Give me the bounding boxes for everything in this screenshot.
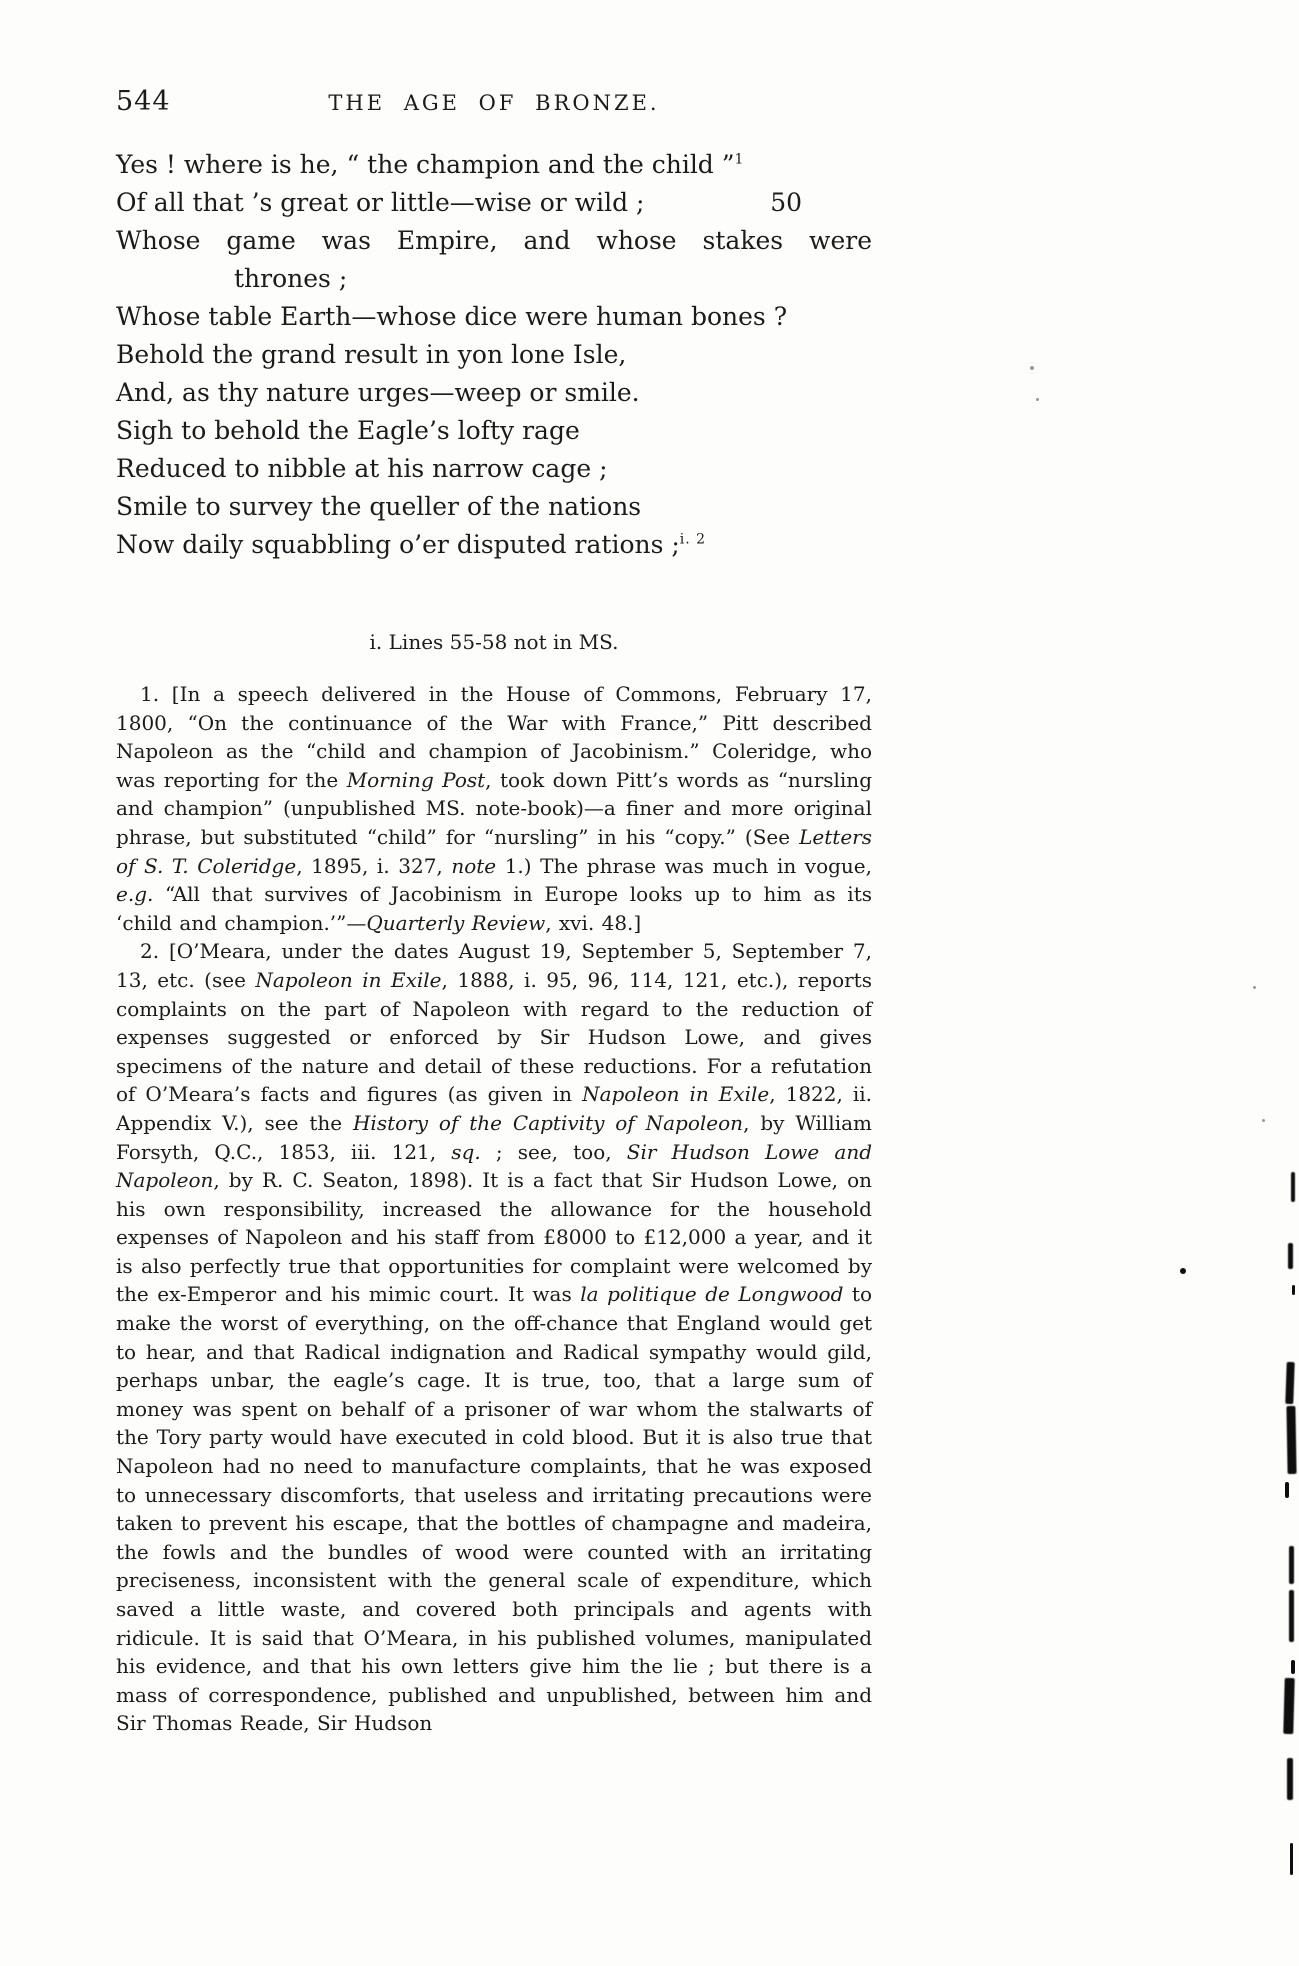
poem-line-text: Sigh to behold the Eagle’s lofty rage (116, 416, 580, 445)
poem-line-text: Whose game was Empire, and whose stakes were (116, 226, 872, 255)
ink-smudge (1283, 1678, 1294, 1734)
footnote-text: to make the worst of everything, on the off-chance that England would get to hear, and that Radical indignation and Radical sympathy would gild, perhaps unbar, the eagle’s cage. It is true, too, that a large sum of money was spent on behalf of a prisoner of war whom the stalwarts of the Tory party would have executed in cold blood. But it is also true that Napoleon had no need to manufacture complaints, that he was exposed to unnecessary discomforts, that useless and irritating precautions were taken to prevent his escape, that the bottles of champagne and madeira, the fowls and the bundles of wood were counted with an irritating preciseness, inconsistent with the general scale of expenditure, which saved a little waste, and covered both principals and agents with ridicule. It is said that O’Meara, in his published volumes, manipulated his evidence, and that his own letters give him the lie ; but there is a mass of correspondence, published and unpublished, between him and Sir Thomas Reade, Sir Hudson (116, 1282, 872, 1736)
ink-smudge (1291, 1172, 1295, 1202)
footnote-marker: i. 2 (679, 531, 707, 548)
ink-smudge (1292, 1285, 1295, 1295)
variant-note: i. Lines 55-58 not in MS. (369, 630, 619, 654)
poem-line (116, 184, 872, 222)
footnote-italic-text: e.g. (116, 882, 154, 907)
ink-smudge (1289, 1590, 1294, 1642)
footnote-text: , xvi. 48.] (545, 910, 642, 935)
footnote-italic-text: History of the Captivity of Napoleon (352, 1110, 744, 1135)
page-number: 544 (116, 86, 171, 117)
ink-smudge (1288, 1243, 1293, 1269)
footnote-text: 1.) The phrase was much in vogue, (496, 853, 872, 878)
poem-line-text: And, as thy nature urges—weep or smile. (116, 378, 640, 407)
poem-line-text: Whose table Earth—whose dice were human bones ? (116, 302, 788, 331)
ink-smudge (1262, 1119, 1265, 1122)
footnote-italic-text: Letters of S. T. Coleridge (116, 824, 872, 878)
footnotes (116, 680, 872, 1738)
footnote-text: , 1822, ii. Appendix V.), see the (116, 1082, 872, 1135)
verse-line-number: 50 (770, 188, 802, 217)
ink-smudge (1036, 398, 1039, 401)
footnote-text: , 1888, i. 95, 96, 114, 121, etc.), reports complaints on the part of Napoleon with regard to the reduction of expenses suggested or enforced by Sir Hudson Lowe, and gives specimens of the nature and detail of these reductions. For a refutation of O’Meara’s facts and figures (as given in (116, 967, 872, 1107)
footnote-text: , by R. C. Seaton, 1898). It is a fact that Sir Hudson Lowe, on his own responsibility, increased the allowance for the household expenses of Napoleon and his staff from £8000 to £12,000 a year, and it is also perfectly true that opportunities for complaint were welcomed by the ex-Emperor and his mimic court. It was (116, 1168, 872, 1307)
footnote-italic-text: Morning Post (346, 767, 486, 792)
footnote (116, 680, 872, 937)
poem-line (116, 336, 872, 374)
footnote-marker: 1 (734, 151, 745, 168)
footnote-text: 1. [In a speech delivered in the House of Commons, February 17, 1800, “On the continuance of the War with France,” Pitt described Napoleon as the “child and champion of Jacobinism.” Coleridge, who was reporting for the (116, 682, 872, 792)
page-header (116, 86, 872, 122)
footnote-italic-text: Sir Hudson Lowe and Napoleon (116, 1139, 872, 1193)
ink-smudge (1285, 1482, 1289, 1498)
text-block (116, 86, 872, 1738)
ink-smudge (1180, 1268, 1186, 1274)
poem-line-text: thrones ; (234, 264, 348, 293)
ink-smudge (1286, 1406, 1296, 1474)
footnote (116, 937, 872, 1738)
poem-line (116, 526, 872, 564)
ink-smudge (1285, 1362, 1294, 1404)
ink-smudge (1289, 1546, 1294, 1584)
poem-line-text: Behold the grand result in yon lone Isle, (116, 340, 627, 369)
poem-line (116, 298, 872, 336)
footnote-italic-text: note (451, 853, 497, 878)
footnote-italic-text: sq. (451, 1139, 481, 1164)
footnote-italic-text: Napoleon in Exile (582, 1082, 770, 1107)
poem-line (116, 222, 872, 260)
poem-line-text: Smile to survey the queller of the nations (116, 492, 642, 521)
poem-line (116, 374, 872, 412)
ink-smudge (1030, 366, 1034, 370)
poem-line-text: Now daily squabbling o’er disputed rations ; (116, 530, 680, 559)
poem-line (116, 450, 872, 488)
ink-smudge (1291, 1660, 1295, 1674)
running-title: THE AGE OF BRONZE. (328, 91, 660, 115)
poem-line-text: Yes ! where is he, “ the champion and the child ” (116, 150, 735, 179)
poem-line (116, 260, 872, 298)
poem-line-text: Of all that ’s great or little—wise or wild ; (116, 188, 645, 217)
ink-smudge (1253, 986, 1256, 989)
poem-line (116, 412, 872, 450)
footnote-text: , by William Forsyth, Q.C., 1853, iii. 121, (116, 1110, 872, 1164)
footnote-italic-text: la politique de Longwood (580, 1282, 844, 1307)
footnote-text: “All that survives of Jacobinism in Europe looks up to him as its ‘child and champion.’”— (116, 882, 872, 935)
footnote-text: 2. [O’Meara, under the dates August 19, September 5, September 7, 13, etc. (see (116, 939, 872, 992)
poem-line (116, 146, 872, 184)
poem-line (116, 488, 872, 526)
footnote-text: , took down Pitt’s words as “nursling and champion” (unpublished MS. note-book)—a finer and more original phrase, but substituted “child” for “nursling” in his “copy.” (See (116, 767, 872, 849)
ink-smudge (1290, 1843, 1293, 1875)
footnote-text: , 1895, i. 327, (296, 853, 452, 878)
poem-line-text: Reduced to nibble at his narrow cage ; (116, 454, 608, 483)
ink-smudge (1287, 1758, 1293, 1800)
footnote-text: ; see, too, (480, 1139, 627, 1164)
footnote-italic-text: Napoleon in Exile (255, 967, 442, 992)
footnote-italic-text: Quarterly Review (366, 910, 546, 935)
poem (116, 146, 872, 564)
